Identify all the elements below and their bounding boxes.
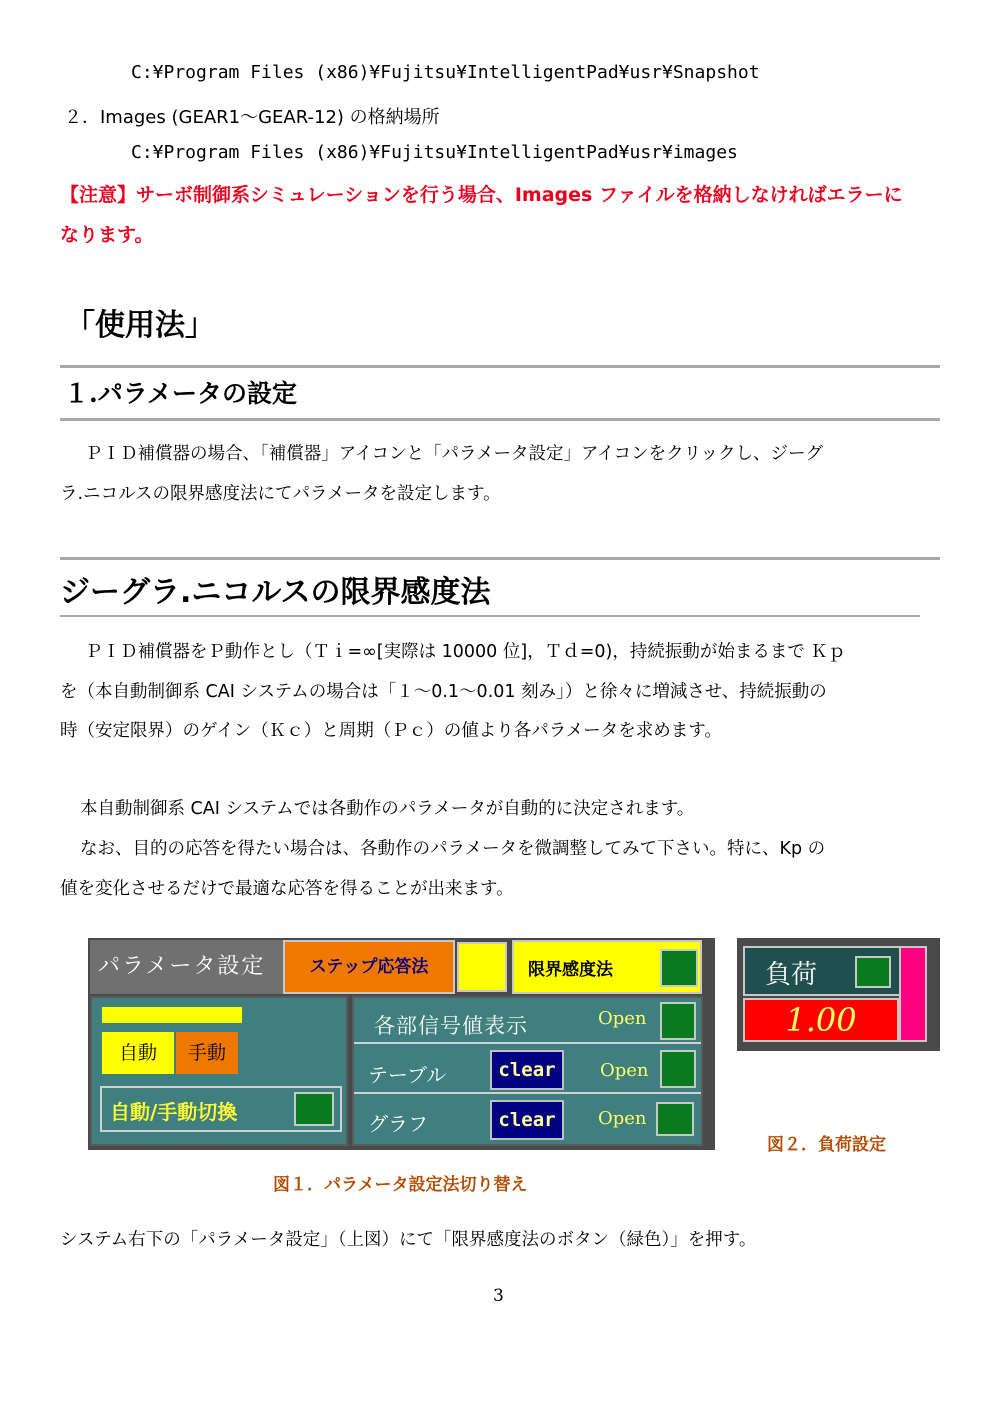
paragraph-3-line-1: 本自動制御系 CAI システムでは各動作のパラメータが自動的に決定されます。: [80, 799, 695, 819]
figure-1-caption: 図１．パラメータ設定法切り替え: [273, 1175, 528, 1195]
divider-4: [60, 615, 920, 617]
status-bar: [102, 1007, 242, 1023]
table-open-label: Open: [600, 1060, 649, 1081]
paragraph-2-line-1: ＰＩＤ補償器をＰ動作とし（Ｔｉ=∞[実際は 10000 位]，Ｔｄ=0)，持続振動が始まるまで Ｋｐ: [85, 642, 846, 662]
graph-label: グラフ: [368, 1112, 428, 1136]
paragraph-1-line-1: ＰＩＤ補償器の場合、「補償器」アイコンと「パラメータ設定」アイコンをクリックし、ジーグ: [85, 444, 823, 464]
parameter-setting-panel: [88, 938, 715, 1150]
divider-3: [60, 557, 940, 560]
paragraph-4: システム右下の「パラメータ設定」（上図）にて「限界感度法のボタン（緑色）」を押す。: [60, 1230, 757, 1250]
section-heading-ziegler-nichols: ジーグラ.ニコルスの限界感度法: [60, 575, 491, 610]
divider-2: [60, 418, 940, 421]
auto-manual-panel: [90, 996, 348, 1146]
paragraph-2-line-3: 時（安定限界）のゲイン（Ｋｃ）と周期（Ｐｃ）の値より各パラメータを求めます。: [60, 721, 722, 741]
paragraph-3-line-3: 値を変化させるだけで最適な応答を得ることが出来ます。: [60, 879, 514, 899]
load-value: 1.00: [785, 1001, 857, 1039]
item-images-location: ２．Images (GEAR1～GEAR-12) の格納場所: [64, 107, 440, 128]
signal-display-panel: [352, 996, 703, 1146]
note-line-2: なります。: [60, 224, 154, 246]
step-response-label: ステップ応答法: [309, 957, 429, 977]
load-level-indicator: [899, 946, 927, 1042]
paragraph-3-line-2: なお、目的の応答を得たい場合は、各動作のパラメータを微調整してみて下さい。特に、Kp の: [80, 839, 826, 859]
table-label: テーブル: [368, 1063, 447, 1087]
step-response-indicator[interactable]: [457, 942, 507, 992]
signal-display-label: 各部信号値表示: [374, 1014, 528, 1038]
path-snapshot: C:¥Program Files (x86)¥Fujitsu¥IntelligentPad¥usr¥Snapshot: [131, 62, 760, 83]
panel-title-box: [90, 940, 283, 994]
auto-label: 自動: [118, 1042, 157, 1064]
load-header: [743, 946, 901, 996]
limit-sensitivity-button[interactable]: [660, 949, 698, 987]
load-button[interactable]: [855, 956, 891, 988]
auto-manual-switch-label: 自動/手動切換: [110, 1100, 238, 1124]
graph-clear-button[interactable]: clear: [490, 1100, 564, 1140]
signal-row: [354, 998, 701, 1044]
paragraph-2-line-2: を（本自動制御系 CAI システムの場合は「１～0.1～0.01 刻み」）と徐々に増減させ、持続振動の: [60, 682, 827, 702]
paragraph-1-line-2: ラ.ニコルスの限界感度法にてパラメータを設定します。: [60, 484, 501, 504]
step-response-button[interactable]: [283, 940, 455, 994]
limit-sensitivity-box[interactable]: [512, 940, 702, 994]
note-line-1: 【注意】サーボ制御系シミュレーションを行う場合、Images ファイルを格納しなければエラーに: [60, 184, 903, 206]
signal-open-button[interactable]: [660, 1002, 696, 1040]
graph-open-button[interactable]: [656, 1102, 694, 1136]
panel-title: パラメータ設定: [98, 954, 266, 979]
limit-sensitivity-label: 限界感度法: [528, 960, 613, 980]
manual-button[interactable]: [176, 1032, 238, 1074]
auto-manual-switch[interactable]: [100, 1086, 342, 1132]
load-value-box[interactable]: [743, 998, 899, 1042]
graph-open-label: Open: [598, 1108, 647, 1129]
table-clear-button[interactable]: clear: [490, 1050, 564, 1090]
path-images: C:¥Program Files (x86)¥Fujitsu¥IntelligentPad¥usr¥images: [131, 142, 738, 163]
page-number: 3: [493, 1286, 504, 1306]
load-label: 負荷: [765, 960, 818, 990]
table-open-button[interactable]: [660, 1050, 696, 1088]
auto-button[interactable]: [102, 1032, 174, 1074]
signal-open-label: Open: [598, 1008, 647, 1029]
section-heading-parameter-setting: １.パラメータの設定: [64, 379, 297, 408]
load-setting-panel: [737, 938, 940, 1051]
graph-row: [354, 1096, 701, 1144]
table-row: [354, 1046, 701, 1094]
usage-heading: 「使用法」: [65, 308, 215, 343]
manual-label: 手動: [187, 1042, 226, 1064]
divider-1: [60, 365, 940, 368]
figure-2-caption: 図２．負荷設定: [767, 1135, 886, 1155]
auto-manual-switch-button[interactable]: [294, 1092, 334, 1126]
